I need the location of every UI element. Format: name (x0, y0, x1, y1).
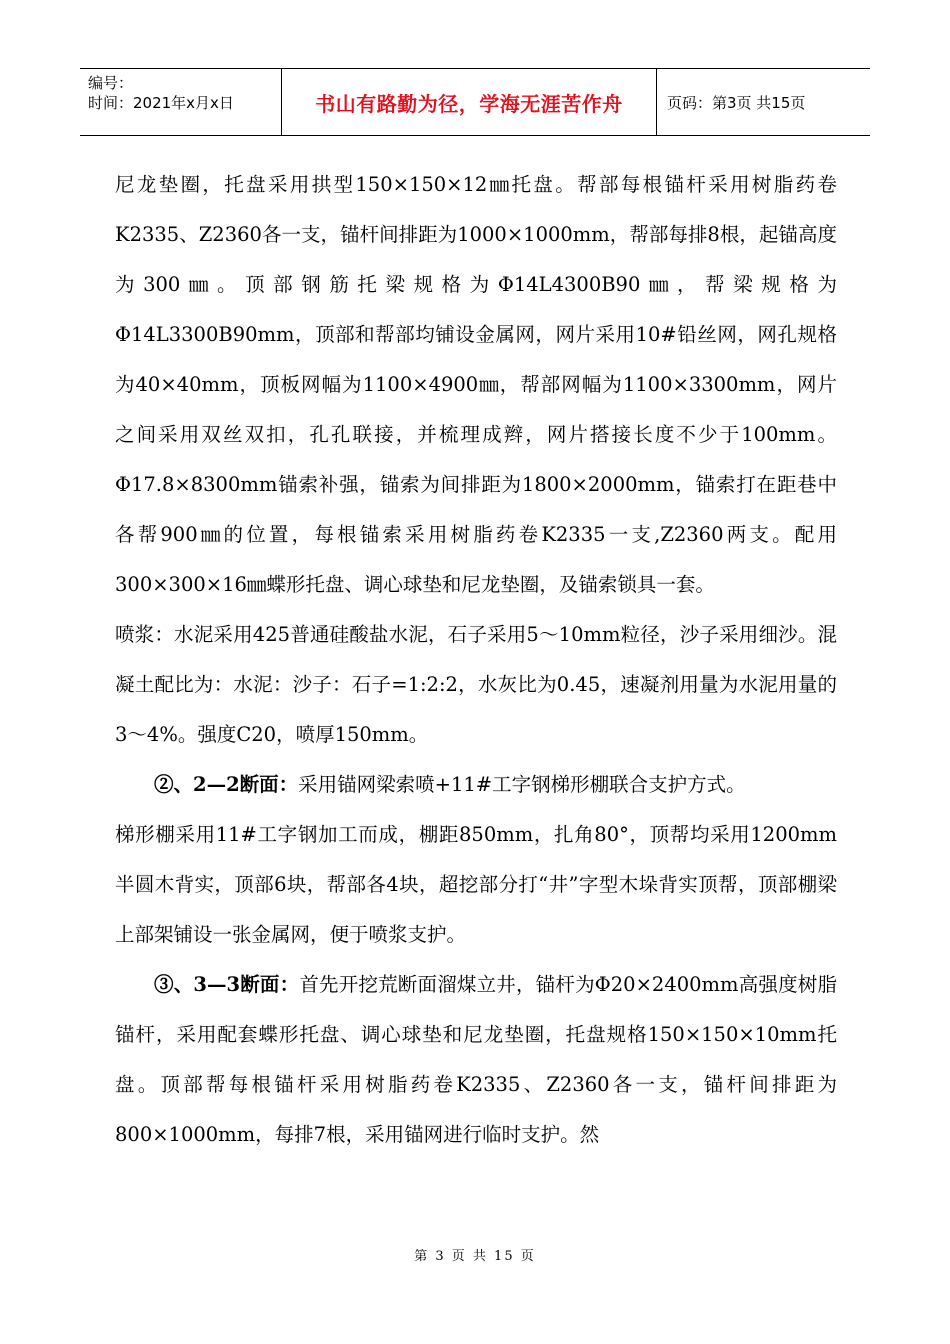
header-page-info: 页码：第3页 共15页 (667, 93, 806, 112)
paragraph-section-3-3 (115, 960, 837, 1160)
paragraph-trapezoid-shed: 梯形棚采用11#工字钢加工而成，棚距850mm，扎角80°，顶帮均采用1200mm半圆木背实，顶部6块，帮部各4块，超挖部分打“井”字型木垛背实顶帮，顶部棚梁上部架铺设一张金属网，便于喷浆支护。 (115, 823, 837, 946)
paragraph-anchor-spec: 尼龙垫圈，托盘采用拱型150×150×12㎜托盘。帮部每根锚杆采用树脂药卷K2335、Z2360各一支，锚杆间排距为1000×1000mm，帮部每排8根，起锚高度为300㎜。顶部钢筋托梁规格为Φ14L4300B90㎜，帮梁规格为Φ14L3300B90mm，顶部和帮部均铺设金属网，网片采用10#铅丝网，网孔规格为40×40mm，顶板网幅为1100×4900㎜，帮部网幅为1100×3300mm，网片之间采用双丝双扣，孔孔联接，并梳理成辫，网片搭接长度不少于100mm。Φ17.8×8300mm锚索补强，锚索为间排距为1800×2000mm，锚索打在距巷中各帮900㎜的位置，每根锚索采用树脂药卷K2335一支,Z2360两支。配用300×300×16㎜蝶形托盘、调心球垫和尼龙垫圈，及锚索锁具一套。 (115, 173, 837, 596)
section-text-3-3: 首先开挖荒断面溜煤立井，锚杆为Φ20×2400mm高强度树脂锚杆，采用配套蝶形托盘、调心球垫和尼龙垫圈，托盘规格150×150×10mm托盘。顶部帮每根锚杆采用树脂药卷K2335、Z2360各一支，锚杆间排距为800×1000mm，每排7根，采用锚网进行临时支护。然 (115, 973, 838, 1146)
document-body (115, 160, 837, 1160)
section-heading-3-3: ③、3—3断面： (154, 973, 300, 996)
header-meta (80, 69, 282, 135)
paragraph-section-2-2 (115, 760, 837, 810)
page-header (80, 68, 870, 136)
section-heading-2-2: ②、2—2断面： (154, 773, 299, 796)
paragraph-shotcrete: 喷浆：水泥采用425普通硅酸盐水泥，石子采用5～10mm粒径，沙子采用细沙。混凝土配比为：水泥：沙子：石子=1:2:2，水灰比为0.45，速凝剂用量为水泥用量的3～4%。强度C20，喷厚150mm。 (115, 623, 837, 746)
document-date: 时间：2021年x月x日 (88, 94, 234, 112)
page-footer: 第 3 页 共 15 页 (414, 1249, 536, 1264)
section-text-2-2: 采用锚网梁索喷+11#工字钢梯形棚联合支护方式。 (298, 773, 746, 796)
document-number-label: 编号： (88, 74, 134, 92)
header-motto: 书山有路勤为径，学海无涯苦作舟 (282, 69, 657, 135)
